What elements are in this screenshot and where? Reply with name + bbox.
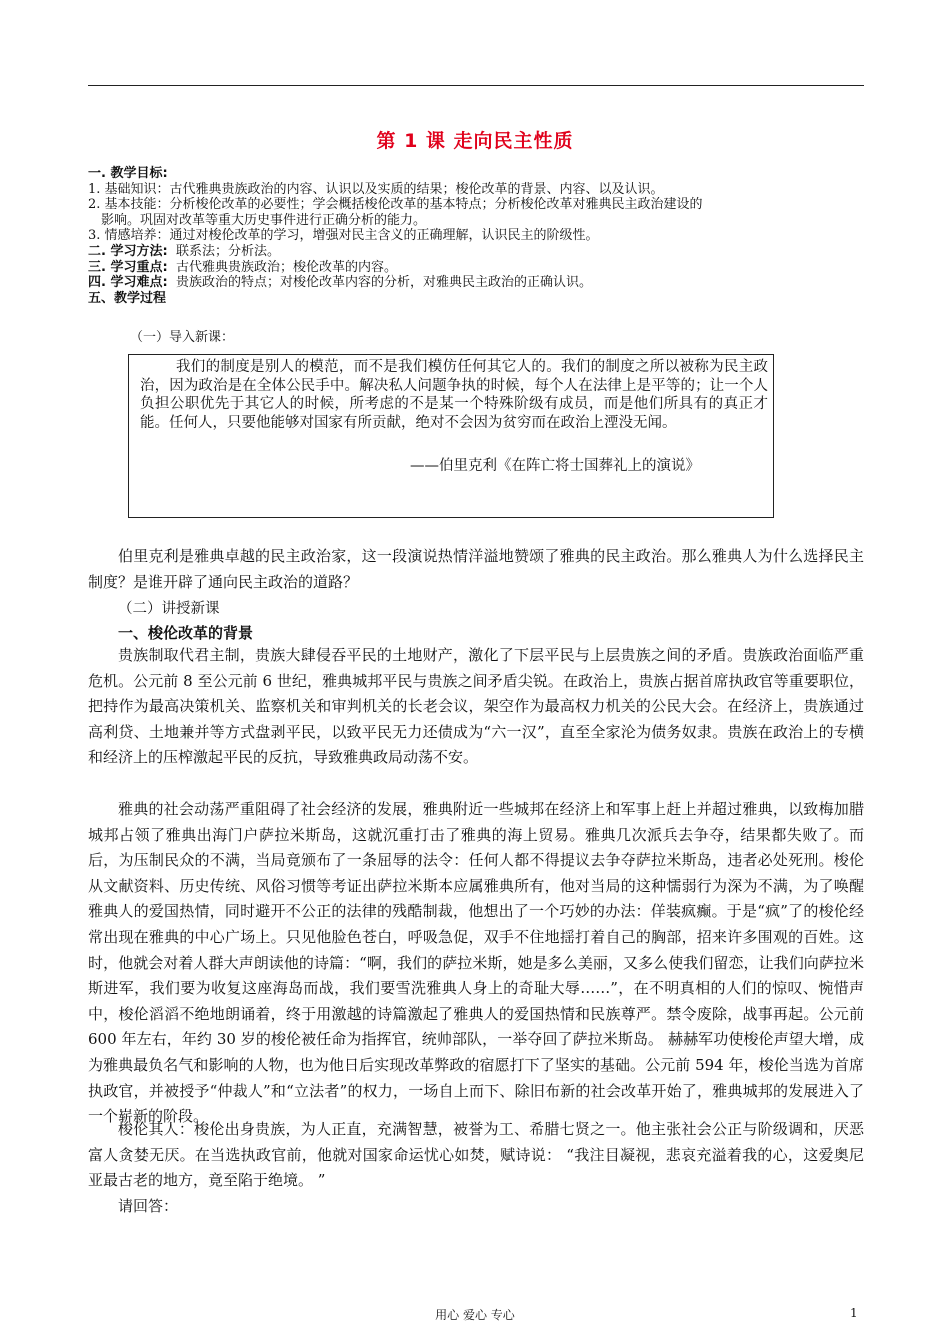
learning-difficulty: 四. 学习难点: 贵族政治的特点；对梭伦改革内容的分析，对雅典民主政治的正确认识。 bbox=[88, 275, 592, 291]
quote-body: 我们的制度是别人的模范，而不是我们模仿任何其它人的。我们的制度之所以被称为民主政治，因为政治是在全体公民手中。解决私人问题争执的时候，每个人在法律上是平等的；让一个人负担公职优先于其它人的时候，所考虑的不是某一个特殊阶级有成员，而是他们所具有的真正才能。任何人，只要他能够对国家有所贡献，绝对不会因为贫穷而在政治上湮没无闻。 bbox=[140, 359, 768, 431]
learning-focus: 三. 学习重点: 古代雅典贵族政治；梭伦改革的内容。 bbox=[88, 259, 397, 275]
page-title: 第 1 课 走向民主性质 bbox=[376, 130, 574, 152]
please-answer: 请回答： bbox=[118, 1197, 179, 1215]
section-background-title: 一、梭伦改革的背景 bbox=[118, 624, 254, 642]
paragraph-solon: 梭伦其人：梭伦出身贵族，为人正直，充满智慧，被誉为工、希腊七贤之一。他主张社会公正与阶级调和，厌恶富人贪婪无厌。在当选执政官前，他就对国家命运忧心如焚，赋诗说： “我注目凝视，悲哀充溢着我的心，这爱奥尼亚最古老的地方，竟至陷于绝境。 ” bbox=[88, 1120, 864, 1190]
header-rule bbox=[88, 85, 864, 86]
teaching-process-heading: 五、教学过程 bbox=[88, 290, 167, 306]
paragraph-background: 贵族制取代君主制，贵族大肆侵吞平民的土地财产，激化了下层平民与上层贵族之间的矛盾。贵族政治面临严重危机。公元前 8 至公元前 6 世纪，雅典城邦平民与贵族之间矛盾尖锐。在政治上，贵族占据首席执政官等重要职位，把持作为最高决策机关、监察机关和审判机关的长老会议，架空作为最高权力机关的公民大会。在经济上，贵族通过高利贷、土地兼并等方式盘剥平民，以致平民无力还债成为“六一汉”，直至全家沦为债务奴隶。贵族在政治上的专横和经济上的压榨激起平民的反抗，导致雅典政局动荡不安。 bbox=[88, 646, 864, 767]
objective-skills: 2. 基本技能：分析梭伦改革的必要性；学会概括梭伦改革的基本特点；分析梭伦改革对雅典民主政治建设的 bbox=[88, 197, 703, 213]
footer-motto: 用心 爱心 专心 bbox=[435, 1308, 515, 1322]
lecture-heading: （二）讲授新课 bbox=[118, 601, 220, 617]
objectives-heading: 一. 教学目标: bbox=[88, 166, 168, 181]
learning-method: 二. 学习方法: 联系法；分析法。 bbox=[88, 243, 280, 259]
intro-heading: （一）导入新课： bbox=[130, 330, 235, 345]
objective-knowledge: 1. 基础知识：古代雅典贵族政治的内容、认识以及实质的结果；梭伦改革的背景、内容、以及认识。 bbox=[88, 181, 664, 197]
paragraph-society: 雅典的社会动荡严重阻碍了社会经济的发展，雅典附近一些城邦在经济上和军事上赶上并超过雅典，以致梅加腊城邦占领了雅典出海门户萨拉米斯岛，这就沉重打击了雅典的海上贸易。雅典几次派兵去争夺，结果都失败了。而后，为压制民众的不满，当局竟颁布了一条屈辱的法令：任何人都不得提议去争夺萨拉米斯岛，违者必处死刑。梭伦从文献资料、历史传统、风俗习惯等考证出萨拉米斯本应属雅典所有，他对当局的这种懦弱行为深为不满，为了唤醒雅典人的爱国热情，同时避开不公正的法律的残酷制裁，他想出了一个巧妙的办法：佯装疯癫。于是“疯”了的梭伦经常出现在雅典的中心广场上。只见他脸色苍白，呼吸急促，双手不住地揺打着自己的胸部，招来许多围观的百姓。这时，他就会对着人群大声朗读他的诗篇：“啊，我们的萨拉米斯，她是多么美丽，又多么使我们留恋，让我们向萨拉米斯进军，我们要为收复这座海岛而战，我们要雪洗雅典人身上的奇耻大辱……”，在不明真相的人们的惊叹、惋惜声中，梭伦滔滔不绝地朗诵着，终于用激越的诗篇激起了雅典人的爱国热情和民族尊严。禁令废除，战事再起。公元前 600 年左右，年约 30 岁的梭伦被任命为指挥官，统帅部队，一举夺回了萨拉米斯岛。 赫赫军功使梭伦声望大增，成为雅典最负名气和影响的人物，也为他日后实现改革弊政的宿愿打下了坚实的基础。公元前 594 年，梭伦当选为首席执政官，并被授予“仲裁人”和“立法者”的权力，一场自上而下、除旧布新的社会改革开始了，雅典城邦的发展进入了一个崭新的阶段。 bbox=[88, 800, 864, 1126]
quote-author: ——伯里克利《在阵亡将士国葬礼上的演说》 bbox=[410, 458, 700, 474]
quote-text bbox=[140, 358, 768, 432]
objectives-section bbox=[88, 166, 868, 306]
objective-emotion: 3. 情感培养：通过对梭伦改革的学习，增强对民主含义的正确理解，认识民主的阶级性。 bbox=[88, 228, 599, 244]
objective-skills-cont: 影响。巩固对改革等重大历史事件进行正确分析的能力。 bbox=[101, 212, 427, 228]
paragraph-pericles: 伯里克利是雅典卓越的民主政治家，这一段演说热情洋溢地赞颂了雅典的民主政治。那么雅典人为什么选择民主制度？是谁开辟了通向民主政治的道路？ bbox=[88, 547, 864, 591]
page-number: 1 bbox=[850, 1306, 858, 1320]
